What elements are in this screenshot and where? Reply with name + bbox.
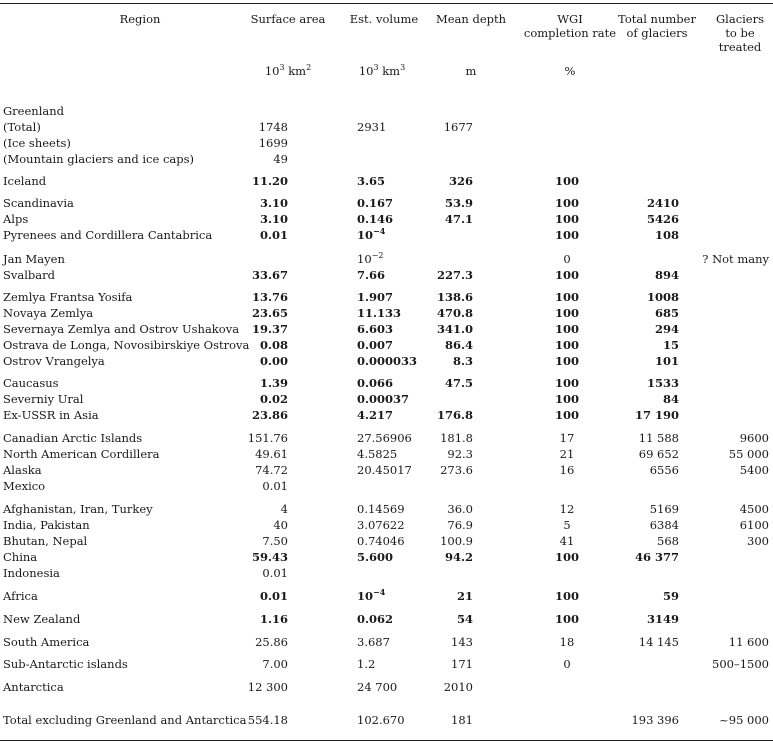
cell-depth: 181 [451, 713, 473, 727]
cell-total: 193 396 [631, 713, 679, 727]
cell-region: Sub-Antarctic islands [3, 657, 128, 671]
cell-volume: 4.5825 [357, 447, 398, 461]
cell-area: 3.10 [259, 196, 288, 210]
cell-depth: 176.8 [436, 408, 473, 422]
cell-depth: 326 [448, 174, 473, 188]
cell-depth: 86.4 [444, 338, 473, 352]
cell-area: 40 [273, 518, 288, 532]
cell-region: India, Pakistan [3, 518, 90, 532]
cell-depth: 76.9 [447, 518, 473, 532]
cell-area: 151.76 [247, 431, 288, 445]
cell-treated: 11 600 [728, 635, 769, 649]
cell-region: Severniy Ural [3, 392, 84, 406]
cell-volume: 0.007 [357, 338, 394, 352]
cell-area: 1.16 [259, 612, 288, 626]
unit-volume: $10^3$ $km^3$ [358, 63, 406, 78]
cell-area: 19.37 [251, 322, 288, 336]
cell-total: 1008 [646, 290, 679, 304]
cell-area: 25.86 [255, 635, 288, 649]
cell-depth: 47.1 [444, 212, 473, 226]
cell-depth: 92.3 [447, 447, 473, 461]
cell-area: 49 [273, 152, 288, 166]
cell-region: Indonesia [3, 566, 60, 580]
cell-region: Caucasus [3, 376, 59, 390]
cell-volume: 3.07622 [357, 518, 405, 532]
cell-total: 2410 [646, 196, 679, 210]
cell-volume: 20.45017 [357, 463, 412, 477]
cell-area: 1.39 [259, 376, 288, 390]
cell-region: Bhutan, Nepal [3, 534, 88, 548]
cell-region: Greenland [3, 104, 65, 118]
cell-volume: 27.56906 [357, 431, 412, 445]
cell-area: 11.20 [251, 174, 288, 188]
cell-total: 17 190 [634, 408, 679, 422]
cell-total: 59 [662, 589, 679, 603]
cell-volume: 6.603 [357, 322, 394, 336]
cell-total: 685 [654, 306, 679, 320]
cell-area: 1699 [258, 136, 288, 150]
cell-depth: 181.8 [440, 431, 473, 445]
cell-volume: 3.65 [357, 174, 386, 188]
cell-volume: $10^{-2}$ [357, 251, 384, 266]
cell-region: Scandinavia [3, 196, 74, 210]
cell-wgi: 100 [554, 290, 579, 304]
cell-depth: 138.6 [436, 290, 473, 304]
cell-region: South America [3, 635, 90, 649]
header-wgi: WGI completion rate [523, 12, 617, 40]
cell-region: Iceland [3, 174, 47, 188]
cell-total: 5169 [649, 502, 679, 516]
cell-region: (Total) [3, 120, 41, 134]
cell-wgi: 100 [554, 550, 579, 564]
cell-wgi: 100 [554, 338, 579, 352]
cell-area: 0.01 [262, 479, 288, 493]
cell-depth: 54 [456, 612, 473, 626]
cell-wgi: 100 [554, 228, 579, 242]
cell-region: Severnaya Zemlya and Ostrov Ushakova [3, 322, 240, 336]
header-treated: Glaciers to be treated [715, 12, 765, 54]
cell-treated: ~95 000 [719, 713, 769, 727]
cell-volume: 3.687 [357, 635, 390, 649]
cell-depth: 171 [451, 657, 473, 671]
cell-depth: 53.9 [444, 196, 473, 210]
cell-area: 0.08 [259, 338, 288, 352]
cell-volume: 0.74046 [357, 534, 405, 548]
cell-region: Ostrava de Longa, Novosibirskiye Ostrova [3, 338, 250, 352]
cell-treated: 6100 [739, 518, 769, 532]
cell-total: 568 [657, 534, 679, 548]
cell-volume: 0.000033 [357, 354, 418, 368]
unit-area: $10^3$ $km^2$ [264, 63, 312, 78]
cell-volume: 102.670 [357, 713, 405, 727]
cell-total: 3149 [646, 612, 679, 626]
cell-area: 49.61 [255, 447, 288, 461]
cell-volume: 0.146 [357, 212, 394, 226]
cell-wgi: 12 [559, 502, 575, 516]
cell-volume: 0.066 [357, 376, 394, 390]
cell-volume: 11.133 [357, 306, 402, 320]
cell-wgi: 100 [554, 306, 579, 320]
cell-area: 0.00 [259, 354, 288, 368]
cell-region: Novaya Zemlya [3, 306, 94, 320]
table-bottom-rule [0, 740, 773, 741]
cell-wgi: 0 [563, 657, 571, 671]
cell-wgi: 100 [554, 408, 579, 422]
cell-depth: 94.2 [444, 550, 473, 564]
cell-volume: 7.66 [357, 268, 386, 282]
cell-region: Alaska [3, 463, 42, 477]
cell-volume: 1.907 [357, 290, 394, 304]
cell-total: 108 [654, 228, 679, 242]
cell-area: 1748 [258, 120, 288, 134]
cell-volume: 1.2 [357, 657, 376, 671]
cell-wgi: 100 [554, 392, 579, 406]
cell-region: (Ice sheets) [3, 136, 71, 150]
header-surface-area: Surface area [250, 12, 326, 26]
table-top-rule [0, 3, 773, 4]
header-volume: Est. volume [349, 12, 419, 26]
cell-depth: 143 [451, 635, 473, 649]
cell-depth: 21 [456, 589, 473, 603]
cell-volume: 0.167 [357, 196, 394, 210]
cell-total: 11 588 [638, 431, 679, 445]
cell-volume: 5.600 [357, 550, 394, 564]
cell-total: 46 377 [634, 550, 679, 564]
cell-wgi: 100 [554, 196, 579, 210]
cell-area: 0.01 [259, 228, 288, 242]
cell-total: 69 652 [638, 447, 679, 461]
cell-wgi: 100 [554, 612, 579, 626]
cell-region: North American Cordillera [3, 447, 160, 461]
cell-volume: $10^{-4}$ [357, 226, 386, 242]
cell-region: Total excluding Greenland and Antarctica [3, 713, 247, 727]
cell-treated: 300 [747, 534, 769, 548]
cell-total: 894 [654, 268, 679, 282]
unit-wgi: % [564, 64, 576, 78]
cell-area: 74.72 [255, 463, 288, 477]
cell-area: 12 300 [247, 680, 288, 694]
cell-area: 13.76 [251, 290, 288, 304]
cell-total: 14 145 [638, 635, 679, 649]
cell-volume: 0.14569 [357, 502, 405, 516]
cell-region: China [3, 550, 38, 564]
cell-region: Mexico [3, 479, 46, 493]
cell-wgi: 100 [554, 212, 579, 226]
cell-depth: 341.0 [436, 322, 473, 336]
cell-depth: 2010 [443, 680, 473, 694]
cell-volume: 0.00037 [357, 392, 410, 406]
cell-region: Pyrenees and Cordillera Cantabrica [3, 228, 213, 242]
cell-treated: 4500 [739, 502, 769, 516]
cell-total: 6556 [649, 463, 679, 477]
cell-area: 0.01 [262, 566, 288, 580]
cell-treated: 5400 [739, 463, 769, 477]
cell-total: 294 [654, 322, 679, 336]
cell-region: Jan Mayen [3, 252, 65, 266]
cell-total: 1533 [646, 376, 679, 390]
cell-area: 0.02 [259, 392, 288, 406]
cell-wgi: 100 [554, 354, 579, 368]
cell-region: Afghanistan, Iran, Turkey [3, 502, 153, 516]
cell-wgi: 0 [563, 252, 571, 266]
cell-volume: 0.062 [357, 612, 394, 626]
cell-wgi: 100 [554, 174, 579, 188]
header-region: Region [119, 12, 161, 26]
header-depth: Mean depth [435, 12, 507, 26]
cell-region: Alps [3, 212, 29, 226]
cell-treated: 9600 [739, 431, 769, 445]
cell-total: 101 [654, 354, 679, 368]
cell-depth: 100.9 [440, 534, 473, 548]
unit-depth: m [465, 64, 477, 78]
cell-region: (Mountain glaciers and ice caps) [3, 152, 194, 166]
cell-treated: 500–1500 [712, 657, 769, 671]
cell-volume: 24 700 [357, 680, 398, 694]
cell-total: 84 [662, 392, 679, 406]
cell-treated: 55 000 [728, 447, 769, 461]
cell-area: 59.43 [251, 550, 288, 564]
cell-treated: ? Not many [702, 252, 769, 266]
cell-region: Ex-USSR in Asia [3, 408, 99, 422]
cell-depth: 36.0 [447, 502, 473, 516]
cell-area: 0.01 [259, 589, 288, 603]
cell-area: 23.65 [251, 306, 288, 320]
cell-depth: 273.6 [440, 463, 473, 477]
cell-area: 33.67 [251, 268, 288, 282]
cell-area: 4 [280, 502, 288, 516]
cell-region: Canadian Arctic Islands [3, 431, 143, 445]
cell-depth: 470.8 [436, 306, 473, 320]
cell-total: 15 [662, 338, 679, 352]
cell-region: Ostrov Vrangelya [3, 354, 105, 368]
cell-volume: 4.217 [357, 408, 394, 422]
cell-total: 5426 [646, 212, 679, 226]
cell-wgi: 100 [554, 268, 579, 282]
cell-region: Africa [3, 589, 38, 603]
cell-depth: 8.3 [452, 354, 473, 368]
cell-area: 3.10 [259, 212, 288, 226]
cell-volume: 2931 [357, 120, 387, 134]
cell-region: Zemlya Frantsa Yosifa [3, 290, 133, 304]
cell-wgi: 100 [554, 589, 579, 603]
cell-region: New Zealand [3, 612, 81, 626]
cell-wgi: 100 [554, 322, 579, 336]
cell-region: Antarctica [3, 680, 64, 694]
cell-wgi: 5 [563, 518, 571, 532]
cell-area: 7.50 [262, 534, 288, 548]
cell-depth: 1677 [443, 120, 473, 134]
cell-area: 7.00 [262, 657, 288, 671]
cell-area: 23.86 [251, 408, 288, 422]
cell-wgi: 16 [559, 463, 575, 477]
cell-wgi: 18 [559, 635, 575, 649]
cell-depth: 227.3 [436, 268, 473, 282]
cell-wgi: 21 [559, 447, 575, 461]
header-total: Total number of glaciers [618, 12, 696, 40]
cell-volume: $10^{-4}$ [357, 587, 386, 603]
cell-area: 554.18 [247, 713, 288, 727]
cell-region: Svalbard [3, 268, 55, 282]
cell-wgi: 17 [559, 431, 575, 445]
cell-wgi: 100 [554, 376, 579, 390]
cell-wgi: 41 [559, 534, 575, 548]
cell-depth: 47.5 [444, 376, 473, 390]
cell-total: 6384 [649, 518, 679, 532]
